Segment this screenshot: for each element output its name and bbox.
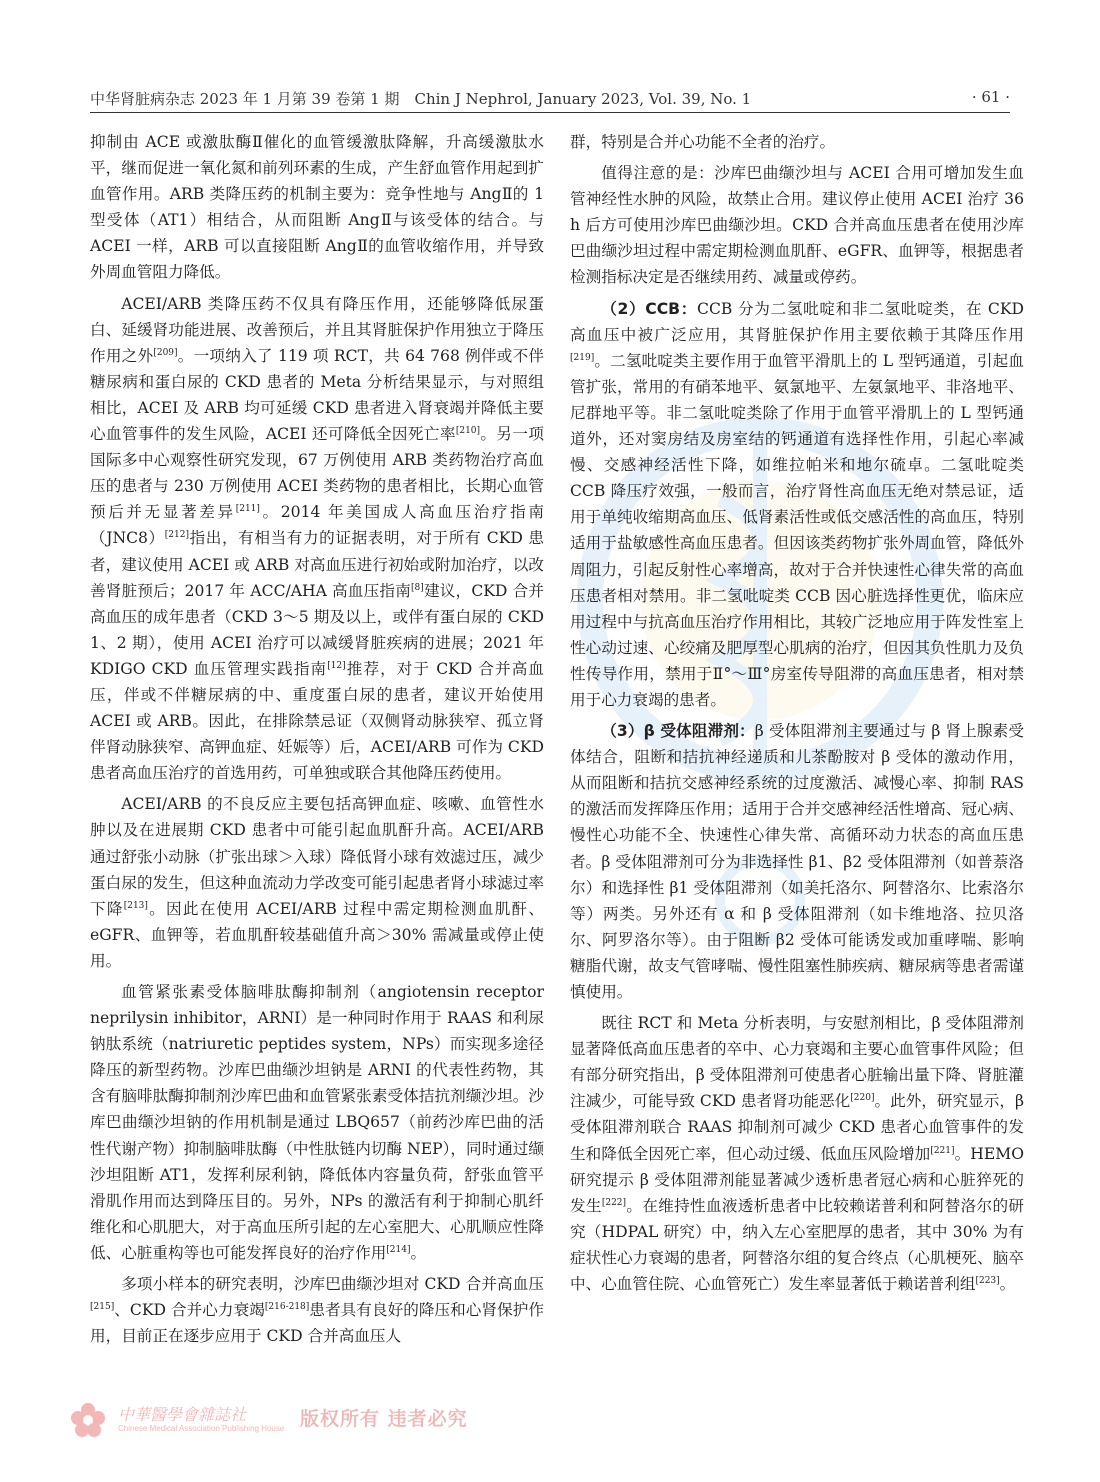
copyright-slogan: 版权所有 违者必究 — [300, 1408, 468, 1430]
text-run: 血管紧张素受体脑啡肽酶抑制剂（angiotensin receptor neprilysin inhibitor，ARNI）是一种同时作用于 RAAS 和利尿钠肽系统（natriuretic peptides system，NPs）而实现多途径降压的新型药物。沙库巴曲缬沙坦钠是 ARNI 的代表性药物，其含有脑啡肽酶抑制剂沙库巴曲和血管紧张素受体拮抗剂缬沙坦。沙库巴曲缬沙坦钠的作用机制是通过 LBQ657（前药沙库巴曲的活性代谢产物）抑制脑啡肽酶（中性肽链内切酶 NEP），同时通过缬沙坦阻断 AT1，发挥利尿利钠，降低体内容量负荷，舒张血管平滑肌作用而达到降压目的。另外，NPs 的激活有利于抑制心肌纤维化和心肌肥大，对于高血压所引起的左心室肥大、心肌顺应性降低、心脏重构等也可能发挥良好的治疗作用 — [90, 983, 545, 1262]
paragraph — [90, 1271, 544, 1349]
right-column — [570, 129, 1024, 1302]
text-run: ACEI/ARB 的不良反应主要包括高钾血症、咳嗽、血管性水肿以及在进展期 CKD 患者中可能引起血肌酐升高。ACEI/ARB 通过舒张小动脉（扩张出球＞入球）降低肾小球有效滤过压，减少蛋白尿的发生，但这种血流动力学改变可能引起患者肾小球滤过率下降 — [90, 795, 544, 918]
citation-ref: [216-218] — [264, 1302, 310, 1313]
text-run: ACEI/ARB 类降压药不仅具有降压作用，还能够降低尿蛋白、延缓肾功能进展、改善预后，并且其肾脏保护作用独立于降压作用之外 — [90, 294, 544, 365]
text-run: 。此外，研究显示，β 受体阻滞剂联合 RAAS 抑制剂可减少 CKD 患者心血管事件的发生和降低全因死亡率，但心动过缓、低血压风险增加 — [570, 1092, 1025, 1163]
text-run: 既往 RCT 和 Meta 分析表明，与安慰剂相比，β 受体阻滞剂显著降低高血压患者的卒中、心力衰竭和主要心血管事件风险；但有部分研究指出，β 受体阻滞剂可使患者心脏输出量下降、肾脏灌注减少，可能导致 CKD 患者肾功能恶化 — [570, 1014, 1024, 1111]
text-run: 。一项纳入了 119 项 RCT，共 64 768 例伴或不伴糖尿病和蛋白尿的 CKD 患者的 Meta 分析结果显示，与对照组相比，ACEI 及 ARB 均可延缓 CKD 患者进入肾衰竭并降低主要心血管事件的发生风险，ACEI 还可降低全因死亡率 — [90, 346, 544, 444]
citation-ref: [209] — [153, 347, 178, 358]
citation-ref: [210] — [455, 426, 481, 437]
citation-ref: [8] — [411, 582, 424, 593]
text-run: 。 — [410, 1243, 427, 1262]
text-run: CCB 分为二氢吡啶和非二氢吡啶类，在 CKD 高血压中被广泛应用，其肾脏保护作用主要依赖于其降压作用 — [570, 299, 1024, 344]
publisher-name-en: Chinese Medical Association Publishing House — [118, 1424, 285, 1433]
text-run: 。HEMO 研究提示 β 受体阻滞剂能显著减少透析患者冠心病和心脏猝死的发生 — [570, 1144, 1024, 1215]
citation-ref: [212] — [164, 530, 189, 541]
running-header — [90, 86, 1010, 113]
text-run: 。二氢吡啶类主要作用于血管平滑肌上的 L 型钙通道，引起血管扩张，常用的有硝苯地平、氨氯地平、左氨氯地平、非洛地平、尼群地平等。非二氢吡啶类除了作用于血管平滑肌上的 L 型钙通道外，还对窦房结及房室结的钙通道有选择性作用，引起心率减慢、交感神经活性下降，如维拉帕米和地尔硫卓。二氢吡啶类 CCB 降压疗效强，一般而言，治疗肾性高血压无绝对禁忌证，适用于单纯收缩期高血压、低肾素活性或低交感活性的高血压，特别适用于盐敏感性高血压患者。但因该类药物扩张外周血管，降低外周阻力，引起反射性心率增高，故对于合并快速性心律失常的高血压患者相对禁用。非二氢吡啶类 CCB 因心脏选择性更优，临床应用过程中与抗高血压治疗作用相比，其较广泛地应用于阵发性室上性心动过速、心绞痛及肥厚型心肌病的治疗，但因其负性肌力及负性传导作用，禁用于Ⅱ°～Ⅲ°房室传导阻滞的高血压患者，相对禁用于心力衰竭的患者。 — [570, 351, 1024, 709]
text-run: 。 — [999, 1275, 1016, 1294]
paragraph — [570, 296, 1024, 714]
paragraph — [90, 791, 544, 974]
citation-ref: [219] — [570, 352, 595, 363]
text-run: 值得注意的是：沙库巴曲缬沙坦与 ACEI 合用可增加发生血管神经性水肿的风险，故禁止合用。建议停止使用 ACEI 治疗 36 h 后方可使用沙库巴曲缬沙坦。CKD 合并高血压患者在使用沙库巴曲缬沙坦过程中需定期检测血肌酐、eGFR、血钾等，根据患者检测指标决定是否继续用药、减量或停药。 — [570, 164, 1024, 287]
text-run: 、CKD 合并心力衰竭 — [114, 1301, 265, 1320]
left-column — [90, 129, 544, 1354]
paragraph — [90, 291, 544, 787]
publisher-name: 中華醫學會雜誌社 — [118, 1405, 247, 1424]
citation-ref: [222] — [601, 1197, 627, 1208]
section-heading: （3）β 受体阻滞剂： — [601, 722, 755, 741]
paragraph — [90, 129, 544, 286]
citation-ref: [220] — [850, 1093, 875, 1104]
text-run: 指出，有相当有力的证据表明，对于所有 CKD 患者，建议使用 ACEI 或 ARB 对高血压进行初始或附加治疗，以改善肾脏预后；2017 年 ACC/AHA 高血压指南 — [90, 529, 545, 600]
text-run: 群，特别是合并心功能不全者的治疗。 — [570, 133, 836, 151]
flower-logo-icon — [68, 1400, 108, 1440]
section-heading: （2）CCB： — [601, 299, 698, 318]
text-run: 多项小样本的研究表明，沙库巴曲缬沙坦对 CKD 合并高血压 — [121, 1275, 544, 1294]
text-run: 推荐，对于 CKD 合并高血压，伴或不伴糖尿病的中、重度蛋白尿的患者，建议开始使用 ACEI 或 ARB。因此，在排除禁忌证（双侧肾动脉狭窄、孤立肾伴肾动脉狭窄、高钾血症、妊娠等）后，ACEI/ARB 可作为 CKD 患者高血压治疗的首选用药，可单独或联合其他降压药使用。 — [90, 659, 544, 783]
text-run: 。在维持性血液透析患者中比较赖诺普利和阿替洛尔的研究（HDPAL 研究）中，纳入左心室肥厚的患者，其中 30% 为有症状性心力衰竭的患者，阿替洛尔组的复合终点（心肌梗死、脑卒中、心血管住院、心血管死亡）发生率显著低于赖诺普利组 — [570, 1196, 1024, 1294]
citation-ref: [215] — [90, 1302, 115, 1313]
citation-ref: [223] — [975, 1276, 1000, 1287]
citation-ref: [221] — [930, 1145, 955, 1156]
page-number: · 61 · — [971, 88, 1010, 106]
text-run: 。另一项国际多中心观察性研究发现，67 万例使用 ARB 类药物治疗高血压的患者与 230 万例使用 ACEI 类药物的患者相比，长期心血管预后并无显著差异 — [90, 425, 544, 522]
paragraph — [570, 160, 1024, 290]
text-run: 患者具有良好的降压和心肾保护作用，目前正在逐步应用于 CKD 合并高血压人 — [90, 1301, 544, 1346]
text-run: 。2014 年美国成人高血压治疗指南（JNC8） — [90, 503, 544, 548]
text-run: β 受体阻滞剂主要通过与 β 肾上腺素受体结合，阻断和拮抗神经递质和儿茶酚胺对 β 受体的激动作用，从而阻断和拮抗交感神经系统的过度激活、减慢心率、抑制 RAS 的激活而发挥降压作用；适用于合并交感神经活性增高、冠心病、慢性心功能不全、快速性心律失常、高循环动力状态的高血压患者。β 受体阻滞剂可分为非选择性 β1、β2 受体阻滞剂（如普萘洛尔）和选择性 β1 受体阻滞剂（如美托洛尔、阿替洛尔、比索洛尔等）两类。另外还有 α 和 β 受体阻滞剂（如卡维地洛、拉贝洛尔、阿罗洛尔等）。由于阻断 β2 受体可能诱发或加重哮喘、影响糖脂代谢，故支气管哮喘、慢性阻塞性肺疾病、糖尿病等患者需谨慎使用。 — [570, 722, 1024, 1001]
publisher-footer — [68, 1400, 528, 1440]
journal-citation: 中华肾脏病杂志 2023 年 1 月第 39 卷第 1 期 Chin J Nephrol, January 2023, Vol. 39, No. 1 — [90, 90, 752, 108]
paragraph — [570, 1010, 1024, 1297]
paragraph — [570, 129, 1024, 155]
citation-ref: [211] — [235, 504, 260, 515]
citation-ref: [214] — [386, 1244, 411, 1255]
text-run: 抑制由 ACE 或激肽酶Ⅱ催化的血管缓激肽降解，升高缓激肽水平，继而促进一氧化氮和前列环素的生成，产生舒血管作用起到扩血管作用。ARB 类降压药的机制主要为：竞争性地与 AngⅡ的 1 型受体（AT1）相结合，从而阻断 AngⅡ与该受体的结合。与 ACEI 一样，ARB 可以直接阻断 AngⅡ的血管收缩作用，并导致外周血管阻力降低。 — [90, 133, 544, 282]
citation-ref: [12] — [327, 660, 346, 671]
citation-ref: [213] — [123, 900, 148, 911]
paragraph — [570, 718, 1024, 1005]
paragraph — [90, 979, 544, 1266]
text-run: 。因此在使用 ACEI/ARB 过程中需定期检测血肌酐、eGFR、血钾等，若血肌酐较基础值升高＞30% 需减量或停止使用。 — [90, 899, 544, 970]
text-run: 建议，CKD 合并高血压的成年患者（CKD 3～5 期及以上，或伴有蛋白尿的 CKD 1、2 期），使用 ACEI 治疗可以减缓肾脏疾病的进展；2021 年 KDIGO CKD 血压管理实践指南 — [90, 581, 544, 678]
